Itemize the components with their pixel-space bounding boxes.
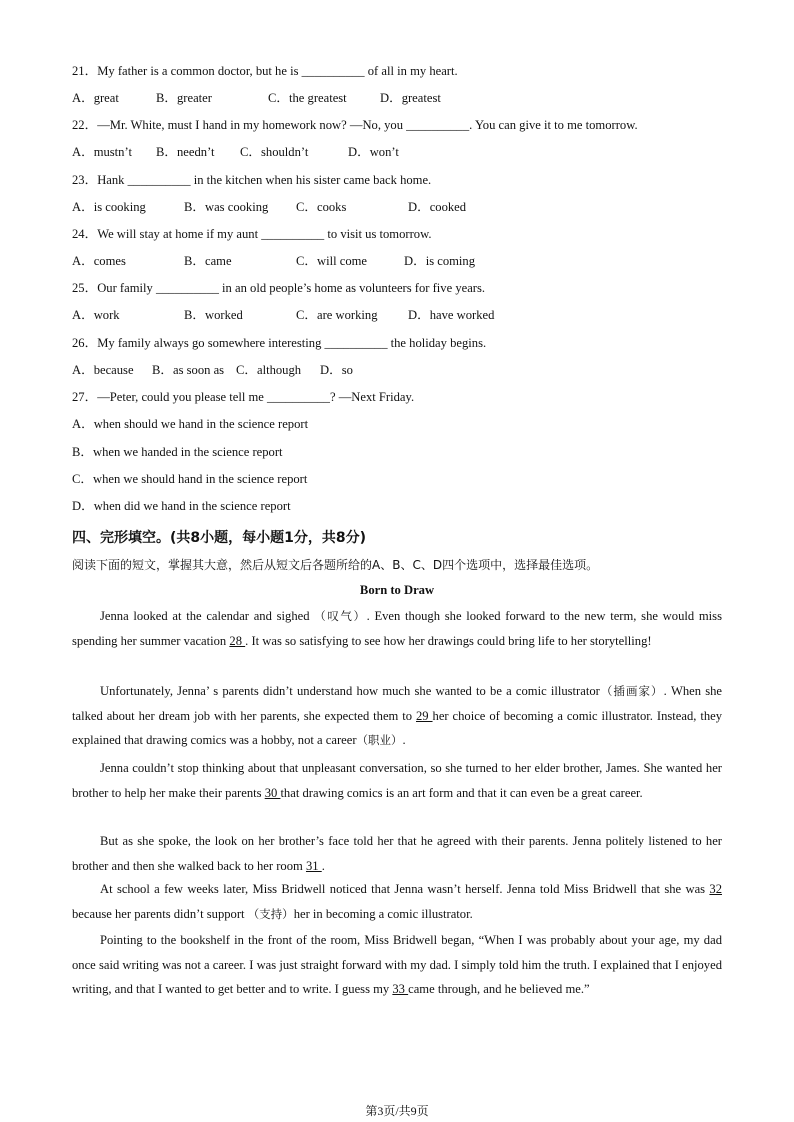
- paragraph-6: Pointing to the bookshelf in the front of the room, Miss Bridwell began, “When I was probably about your age, my dad once said writing was not a career. I was just straight forward with my dad. I simply told him the truth. I explained that I enjoyed writing, and that I wanted to get better and to write. I guess my 33 came through, and he believed me.”: [72, 933, 722, 997]
- option-b: B．was cooking: [184, 200, 269, 214]
- question-26-options: [72, 362, 353, 378]
- blank-30: 30: [264, 785, 281, 800]
- question-23: 23．Hank __________ in the kitchen when his sister came back home.: [72, 173, 432, 187]
- blank-32: 32: [709, 882, 722, 896]
- option-d: D．have worked: [408, 308, 495, 322]
- option-c: C．will come: [296, 254, 368, 268]
- option-a: A．mustn’t: [72, 145, 132, 159]
- option-b: B．as soon as: [152, 363, 225, 377]
- option-d: D．won’t: [348, 145, 399, 159]
- option-b: B．needn’t: [156, 145, 215, 159]
- page-number: 第3页/共9页: [365, 1104, 429, 1118]
- option-b: B．came: [184, 254, 232, 268]
- paragraph-5: At school a few weeks later, Miss Bridwell noticed that Jenna wasn’t herself. Jenna told Miss Bridwell that she was 32 because her parents didn’t support （支持）her in becoming a comic illustrator.: [72, 882, 722, 921]
- question-25: 25．Our family __________ in an old people’s home as volunteers for five years.: [72, 281, 486, 295]
- option-d: D．greatest: [380, 91, 441, 105]
- question-22: 22．—Mr. White, must I hand in my homework now? —No, you __________. You can give it to me tomorrow.: [72, 118, 638, 132]
- section-title: 四、完形填空。(共8小题，每小题1分，共8分): [72, 530, 367, 546]
- question-23-options: [72, 199, 466, 215]
- option-a: A．great: [72, 91, 119, 105]
- option-d: D．so: [320, 363, 353, 377]
- option-a: A．is cooking: [72, 200, 146, 214]
- paragraph-1: Jenna looked at the calendar and sighed （叹气）. Even though she looked forward to the new term, she would miss spending her summer vacation 28 . It was so satisfying to see how her drawings could bring life to her storytelling!: [72, 609, 722, 648]
- option-c: C．shouldn’t: [240, 145, 309, 159]
- blank-33: 33: [392, 982, 409, 997]
- option-c: C．although: [236, 363, 302, 377]
- option-a: A．comes: [72, 254, 126, 268]
- option-c: C．cooks: [296, 200, 347, 214]
- question-27: 27．—Peter, could you please tell me __________? —Next Friday.: [72, 390, 415, 404]
- option-a: A．work: [72, 308, 120, 322]
- question-21: 21．My father is a common doctor, but he is __________ of all in my heart.: [72, 64, 458, 78]
- question-27-option-a: A．when should we hand in the science report: [72, 417, 309, 431]
- section-instruction: 阅读下面的短文，掌握其大意，然后从短文后各题所给的A、B、C、D四个选项中，选择最佳选项。: [72, 558, 599, 572]
- option-d: D．is coming: [404, 254, 476, 268]
- question-22-options: [72, 144, 399, 160]
- question-24: 24．We will stay at home if my aunt __________ to visit us tomorrow.: [72, 227, 432, 241]
- blank-29: 29: [416, 708, 433, 723]
- question-24-options: [72, 253, 475, 269]
- blank-31: 31: [305, 858, 322, 873]
- option-b: B．greater: [156, 91, 212, 105]
- question-27-option-d: D．when did we hand in the science report: [72, 499, 291, 513]
- question-27-option-c: C．when we should hand in the science report: [72, 472, 308, 486]
- paragraph-2: Unfortunately, Jenna’ s parents didn’t understand how much she wanted to be a comic illustrator（插画家）. When she talked about her dream job with her parents, she expected them to 29 her choice of becoming a comic illustrator. Instead, they explained that drawing comics was a hobby, not a career（职业）.: [72, 684, 723, 748]
- option-c: C．are working: [296, 308, 378, 322]
- question-27-option-b: B．when we handed in the science report: [72, 445, 283, 459]
- question-26: 26．My family always go somewhere interesting __________ the holiday begins.: [72, 336, 487, 350]
- paragraph-3: Jenna couldn’t stop thinking about that unpleasant conversation, so she turned to her elder brother, James. She wanted her brother to help her make their parents 30 that drawing comics is an art form and that it can even be a great career.: [72, 761, 722, 800]
- option-d: D．cooked: [408, 200, 467, 214]
- option-b: B．worked: [184, 308, 243, 322]
- option-a: A．because: [72, 363, 134, 377]
- passage-title: Born to Draw: [359, 583, 435, 597]
- blank-28: 28: [229, 633, 246, 648]
- question-21-options: [72, 90, 441, 106]
- paragraph-4: But as she spoke, the look on her brother’s face told her that he agreed with their parents. Jenna politely listened to her brother and then she walked back to her room 31 .: [72, 834, 722, 873]
- option-c: C．the greatest: [268, 91, 347, 105]
- question-25-options: [72, 307, 494, 323]
